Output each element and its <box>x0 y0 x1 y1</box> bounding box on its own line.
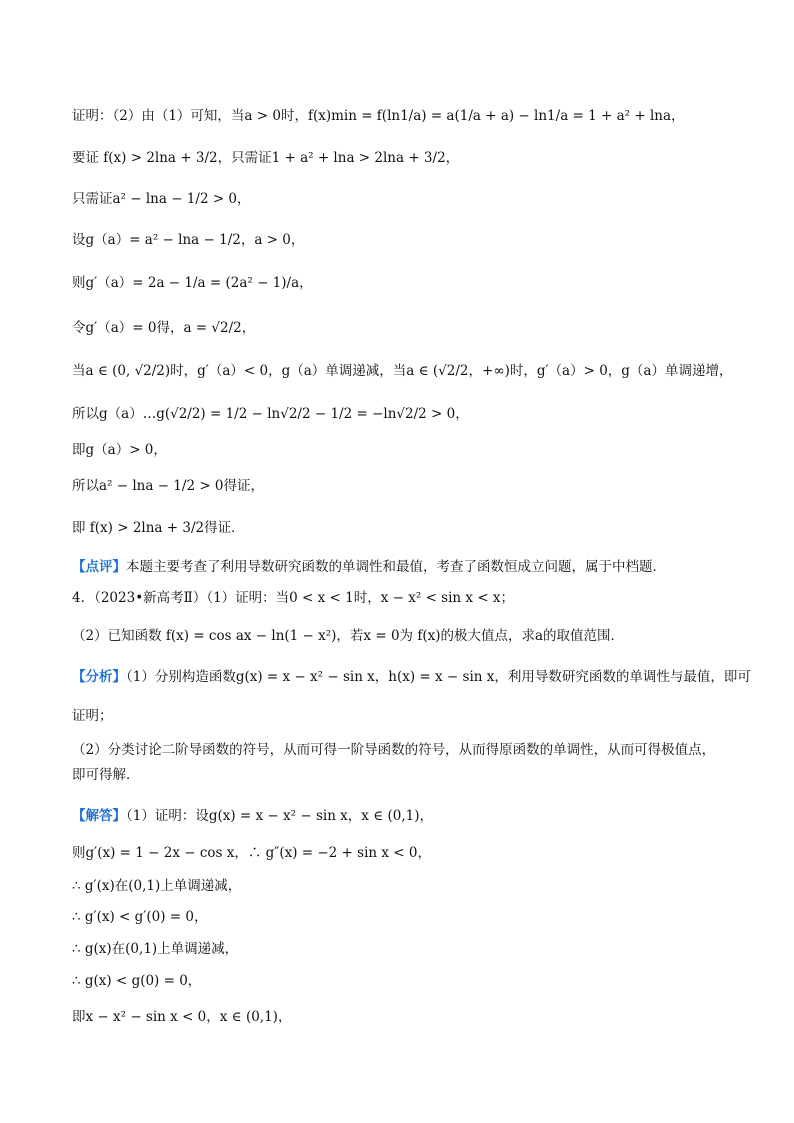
proof-line-4: 设g（a）= a² − lna − 1/2，a > 0， <box>72 232 305 248</box>
comment-tag: 【点评】 <box>72 559 126 575</box>
proof-line-5: 则g′（a）= 2a − 1/a = (2a² − 1)/a， <box>72 275 313 291</box>
proof-line-9: 即g（a）> 0， <box>72 442 167 458</box>
proof-line-1: 证明：（2）由（1）可知，当a > 0时，f(x)min = f(ln1/a) = a(1/a + a) − ln1/a = 1 + a² + lna， <box>72 108 685 124</box>
solution-line-6: ∴ g(x) < g(0) = 0， <box>72 973 202 989</box>
comment-line <box>72 557 734 577</box>
analysis-tag: 【分析】 <box>72 669 126 685</box>
proof-line-11: 即 f(x) > 2lna + 3/2得证． <box>72 520 245 536</box>
problem-4-part-2: （2）已知函数 f(x) = cos ax − ln(1 − x²)，若x = 0为 f(x)的极大值点，求a的取值范围． <box>72 628 625 644</box>
analysis-text-1: （1）分别构造函数g(x) = x − x² − sin x，h(x) = x − sin x，利用导数研究函数的单调性与最值，即可 <box>126 669 751 685</box>
solution-line-3: ∴ g′(x)在(0,1)上单调递减， <box>72 878 242 894</box>
proof-line-7: 当a ∈ (0, √2/2)时，g′（a）< 0，g（a）单调递减，当a ∈ (√2/2，+∞)时，g′（a）> 0，g（a）单调递增， <box>72 363 733 379</box>
solution-line-1 <box>72 806 734 826</box>
solution-line-7: 即x − x² − sin x < 0，x ∈ (0,1)， <box>72 1009 292 1025</box>
proof-line-3: 只需证a² − lna − 1/2 > 0， <box>72 191 251 207</box>
analysis-line-1 <box>72 667 751 687</box>
solution-line-4: ∴ g′(x) < g′(0) = 0， <box>72 909 208 925</box>
problem-4-part-1: 4．（2023•新高考Ⅱ）（1）证明：当0 < x < 1时，x − x² < sin x < x； <box>72 590 515 606</box>
proof-line-10: 所以a² − lna − 1/2 > 0得证， <box>72 478 265 494</box>
solution-tag: 【解答】 <box>72 808 126 824</box>
solution-line-5: ∴ g(x)在(0,1)上单调递减， <box>72 941 239 957</box>
analysis-line-4: 即可得解． <box>72 767 140 783</box>
comment-text: 本题主要考查了利用导数研究函数的单调性和最值，考查了函数恒成立问题，属于中档题． <box>126 559 666 575</box>
solution-line-2: 则g′(x) = 1 − 2x − cos x，∴ g″(x) = −2 + sin x < 0， <box>72 845 431 861</box>
analysis-line-3: （2）分类讨论二阶导函数的符号，从而可得一阶导函数的符号，从而得原函数的单调性，从而可得极值点， <box>72 742 716 758</box>
solution-text-1: （1）证明：设g(x) = x − x² − sin x，x ∈ (0,1)， <box>126 808 433 824</box>
proof-line-2: 要证 f(x) > 2lna + 3/2，只需证1 + a² + lna > 2lna + 3/2， <box>72 150 460 166</box>
proof-line-6: 令g′（a）= 0得，a = √2/2， <box>72 320 256 336</box>
analysis-line-2: 证明； <box>72 708 113 724</box>
proof-line-8: 所以g（a）…g(√2/2) = 1/2 − ln√2/2 − 1/2 = −ln√2/2 > 0， <box>72 406 469 422</box>
